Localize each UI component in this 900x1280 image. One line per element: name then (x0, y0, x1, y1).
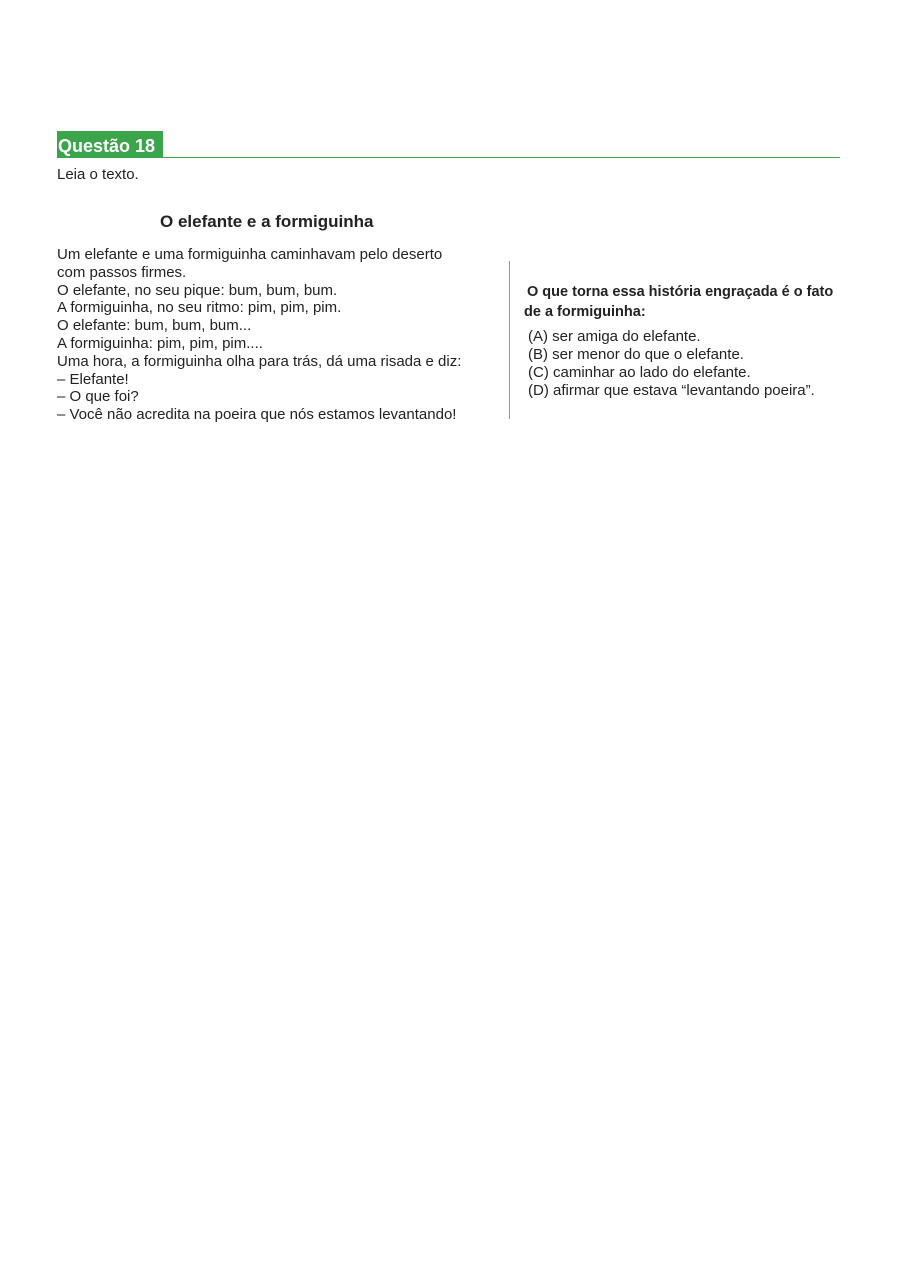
header-rule (57, 157, 840, 158)
option-a[interactable]: (A) ser amiga do elefante. (528, 328, 701, 345)
story-line: – O que foi? (57, 388, 139, 406)
option-b[interactable]: (B) ser menor do que o elefante. (528, 346, 744, 363)
story-line: A formiguinha: pim, pim, pim.... (57, 334, 263, 352)
story-line: Uma hora, a formiguinha olha para trás, dá uma risada e diz: (57, 352, 462, 370)
instruction-text: Leia o texto. (57, 166, 139, 183)
option-d[interactable]: (D) afirmar que estava “levantando poeira”. (528, 382, 815, 399)
story-line: – Você não acredita na poeira que nós estamos levantando! (57, 406, 457, 424)
question-header (57, 131, 840, 158)
option-c[interactable]: (C) caminhar ao lado do elefante. (528, 364, 751, 381)
answer-options (528, 328, 815, 400)
question-prompt (524, 282, 869, 322)
story-title: O elefante e a formiguinha (160, 212, 374, 231)
story-line: com passos firmes. (57, 263, 187, 281)
question-prompt-line: O que torna essa história engraçada é o fato (527, 284, 834, 300)
question-number-badge: Questão 18 (57, 131, 163, 157)
column-divider (509, 261, 510, 419)
story-line: – Elefante! (57, 370, 129, 388)
story-line: A formiguinha, no seu ritmo: pim, pim, pim. (57, 299, 342, 317)
story-line: Um elefante e uma formiguinha caminhavam pelo deserto (57, 246, 443, 263)
story-text (57, 246, 512, 424)
question-prompt-line: de a formiguinha: (524, 304, 646, 320)
story-line: O elefante, no seu pique: bum, bum, bum. (57, 281, 338, 299)
story-line: O elefante: bum, bum, bum... (57, 317, 252, 335)
